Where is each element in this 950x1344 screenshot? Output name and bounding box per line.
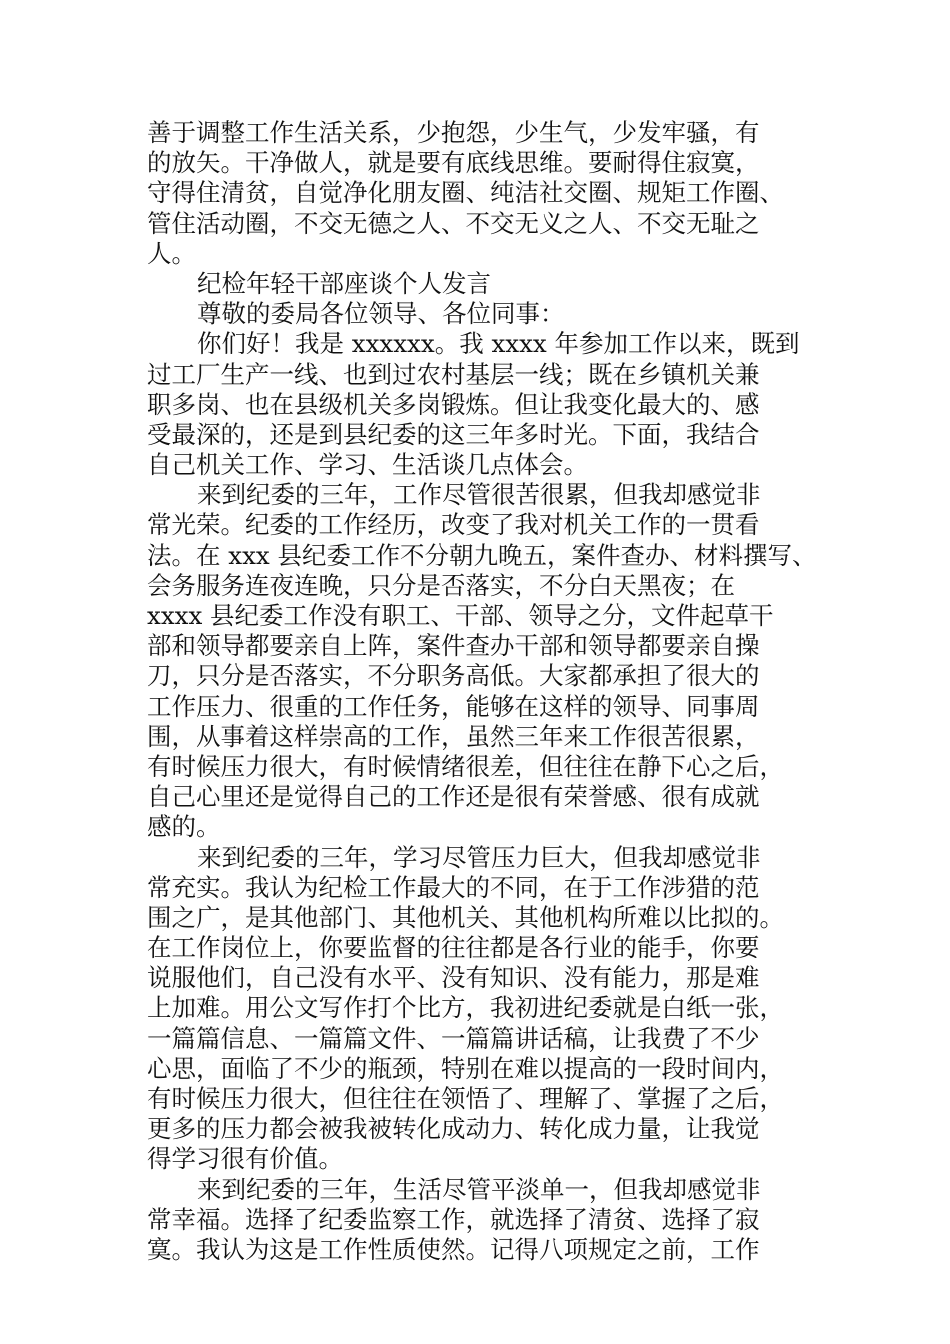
text-line: 自己机关工作、学习、生活谈几点体会。 bbox=[147, 450, 588, 480]
text-line: 来到纪委的三年，工作尽管很苦很累，但我却感觉非 bbox=[197, 480, 761, 510]
text-line: 人。 bbox=[147, 238, 196, 268]
text-line: 纪检年轻干部座谈个人发言 bbox=[197, 268, 491, 298]
document-page bbox=[147, 118, 827, 1265]
text-line: 围，从事着这样崇高的工作，虽然三年来工作很苦很累， bbox=[147, 721, 760, 751]
text-line: 职多岗、也在县级机关多岗锻炼。但让我变化最大的、感 bbox=[147, 389, 760, 419]
text-line: 过工厂生产一线、也到过农村基层一线；既在乡镇机关兼 bbox=[147, 359, 760, 389]
text-line: xxxx 县纪委工作没有职工、干部、领导之分，文件起草干 bbox=[147, 601, 774, 630]
text-line: 自己心里还是觉得自己的工作还是很有荣誉感、很有成就 bbox=[147, 782, 760, 812]
text-line: 常光荣。纪委的工作经历，改变了我对机关工作的一贯看 bbox=[147, 510, 760, 540]
text-line: 守得住清贫，自觉净化朋友圈、纯洁社交圈、规矩工作圈、 bbox=[147, 178, 784, 208]
text-line: 上加难。用公文写作打个比方，我初进纪委就是白纸一张， bbox=[147, 993, 784, 1023]
text-line: 有时候压力很大，有时候情绪很差，但往往在静下心之后， bbox=[147, 751, 784, 781]
text-line: 刀，只分是否落实，不分职务高低。大家都承担了很大的 bbox=[147, 661, 760, 691]
text-line: 会务服务连夜连晚，只分是否落实，不分白天黑夜；在 bbox=[147, 570, 735, 600]
text-line: 你们好！我是 xxxxxx。我 xxxx 年参加工作以来，既到 bbox=[197, 329, 800, 359]
text-line: 得学习很有价值。 bbox=[147, 1144, 343, 1174]
text-line: 管住活动圈，不交无德之人、不交无义之人、不交无耻之 bbox=[147, 208, 760, 238]
text-line: 常幸福。选择了纪委监察工作，就选择了清贫、选择了寂 bbox=[147, 1204, 760, 1234]
text-line: 寞。我认为这是工作性质使然。记得八项规定之前，工作 bbox=[147, 1234, 760, 1264]
text-line: 感的。 bbox=[147, 812, 221, 842]
text-line: 受最深的，还是到县纪委的这三年多时光。下面，我结合 bbox=[147, 419, 760, 449]
text-line: 在工作岗位上，你要监督的往往都是各行业的能手，你要 bbox=[147, 933, 760, 963]
text-line: 善于调整工作生活关系，少抱怨，少生气，少发牢骚，有 bbox=[147, 118, 760, 147]
text-line: 的放矢。干净做人，就是要有底线思维。要耐得住寂寞， bbox=[147, 148, 760, 178]
text-line: 工作压力、很重的工作任务，能够在这样的领导、同事周 bbox=[147, 691, 760, 721]
text-line: 法。在 xxx 县纪委工作不分朝九晚五，案件查办、材料撰写、 bbox=[147, 540, 817, 570]
text-line: 更多的压力都会被我被转化成动力、转化成力量，让我觉 bbox=[147, 1114, 760, 1144]
text-line: 心思，面临了不少的瓶颈，特别在难以提高的一段时间内， bbox=[147, 1053, 784, 1083]
text-line: 来到纪委的三年，学习尽管压力巨大，但我却感觉非 bbox=[197, 842, 761, 872]
text-line: 常充实。我认为纪检工作最大的不同，在于工作涉猎的范 bbox=[147, 872, 760, 902]
text-line: 来到纪委的三年，生活尽管平淡单一，但我却感觉非 bbox=[197, 1174, 761, 1204]
text-line: 尊敬的委局各位领导、各位同事： bbox=[197, 299, 565, 329]
text-line: 有时候压力很大，但往往在领悟了、理解了、掌握了之后， bbox=[147, 1084, 784, 1113]
text-line: 说服他们，自己没有水平、没有知识、没有能力，那是难 bbox=[147, 963, 760, 993]
text-line: 围之广，是其他部门、其他机关、其他机构所难以比拟的。 bbox=[147, 902, 784, 932]
text-line: 部和领导都要亲自上阵，案件查办干部和领导都要亲自操 bbox=[147, 631, 760, 661]
text-line: 一篇篇信息、一篇篇文件、一篇篇讲话稿，让我费了不少 bbox=[147, 1023, 760, 1053]
